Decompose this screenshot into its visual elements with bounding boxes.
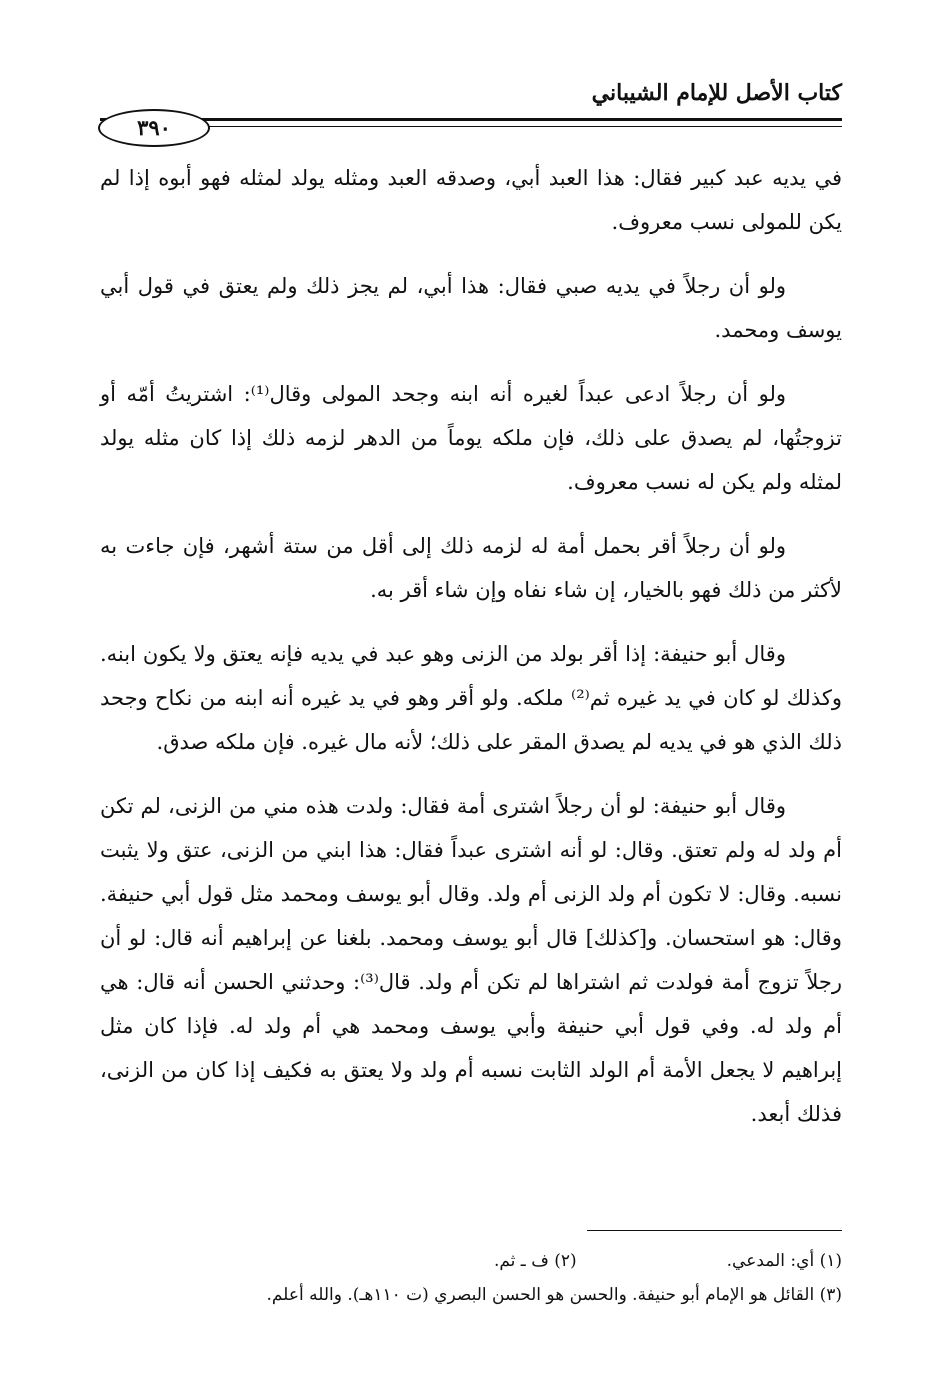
footnote-separator bbox=[587, 1230, 842, 1231]
paragraph: وقال أبو حنيفة: إذا أقر بولد من الزنى وهو عبد في يديه فإنه يعتق ولا يكون ابنه. وكذلك لو كان في يد غيره ثم⁽²⁾ ملكه. ولو أقر وهو في يد غيره أنه ابنه من نكاح وجحد ذلك الذي هو في يديه لم يصدق المقر على ذلك؛ لأنه مال غيره. فإن ملكه صدق. bbox=[100, 642, 842, 754]
footnote-2: (٢) ف ـ ثم. bbox=[493, 1251, 577, 1271]
paragraph: ولو أن رجلاً في يديه صبي فقال: هذا أبي، لم يجز ذلك ولم يعتق في قول أبي يوسف ومحمد. bbox=[100, 274, 842, 342]
paragraph: في يديه عبد كبير فقال: هذا العبد أبي، وصدقه العبد ومثله يولد لمثله فهو أبوه إذا لم يكن للمولى نسب معروف. bbox=[100, 166, 842, 234]
footnote-row bbox=[100, 1244, 842, 1278]
main-text bbox=[100, 156, 842, 1156]
footnote-3: (٣) القائل هو الإمام أبو حنيفة. والحسن هو الحسن البصري (ت ١١٠هـ). والله أعلم. bbox=[266, 1285, 842, 1305]
paragraph: ولو أن رجلاً ادعى عبداً لغيره أنه ابنه وجحد المولى وقال⁽¹⁾: اشتريتُ أمّه أو تزوجتُها، لم يصدق على ذلك، فإن ملكه يوماً من الدهر لزمه ذلك إذا كان مثله يولد لمثله ولم يكن له نسب معروف. bbox=[100, 382, 842, 494]
paragraph: وقال أبو حنيفة: لو أن رجلاً اشترى أمة فقال: ولدت هذه مني من الزنى، لم تكن أم ولد له ولم تعتق. وقال: لو أنه اشترى عبداً فقال: هذا ابني من الزنى، عتق ولا يثبت نسبه. وقال: لا تكون أم ولد الزنى أم ولد. وقال أبو يوسف ومحمد مثل قول أبي حنيفة. وقال: هو استحسان. و[كذلك] قال أبو يوسف ومحمد. بلغنا عن إبراهيم أنه قال: لو أن رجلاً تزوج أمة فولدت ثم اشتراها لم تكن أم ولد. قال⁽³⁾: وحدثني الحسن أنه قال: هي أم ولد له. وفي قول أبي حنيفة وأبي يوسف ومحمد هي أم ولد له. فإذا كان مثل إبراهيم لا يجعل الأمة أم الولد الثابت نسبه أم ولد ولا يعتق به فكيف إذا كان من الزنى، فذلك أبعد. bbox=[100, 794, 842, 1126]
page-number: ٣٩٠ bbox=[98, 109, 210, 147]
header-rule-thick bbox=[100, 118, 842, 121]
footnotes bbox=[100, 1244, 842, 1312]
footnote-1: (١) أي: المدعي. bbox=[726, 1251, 842, 1271]
header-rule-thin bbox=[100, 126, 842, 127]
running-title: كتاب الأصل للإمام الشيباني bbox=[591, 80, 842, 106]
footnote-row bbox=[100, 1278, 842, 1312]
paragraph: ولو أن رجلاً أقر بحمل أمة له لزمه ذلك إلى أقل من ستة أشهر، فإن جاءت به لأكثر من ذلك فهو بالخيار، إن شاء نفاه وإن شاء أقر به. bbox=[100, 534, 842, 602]
